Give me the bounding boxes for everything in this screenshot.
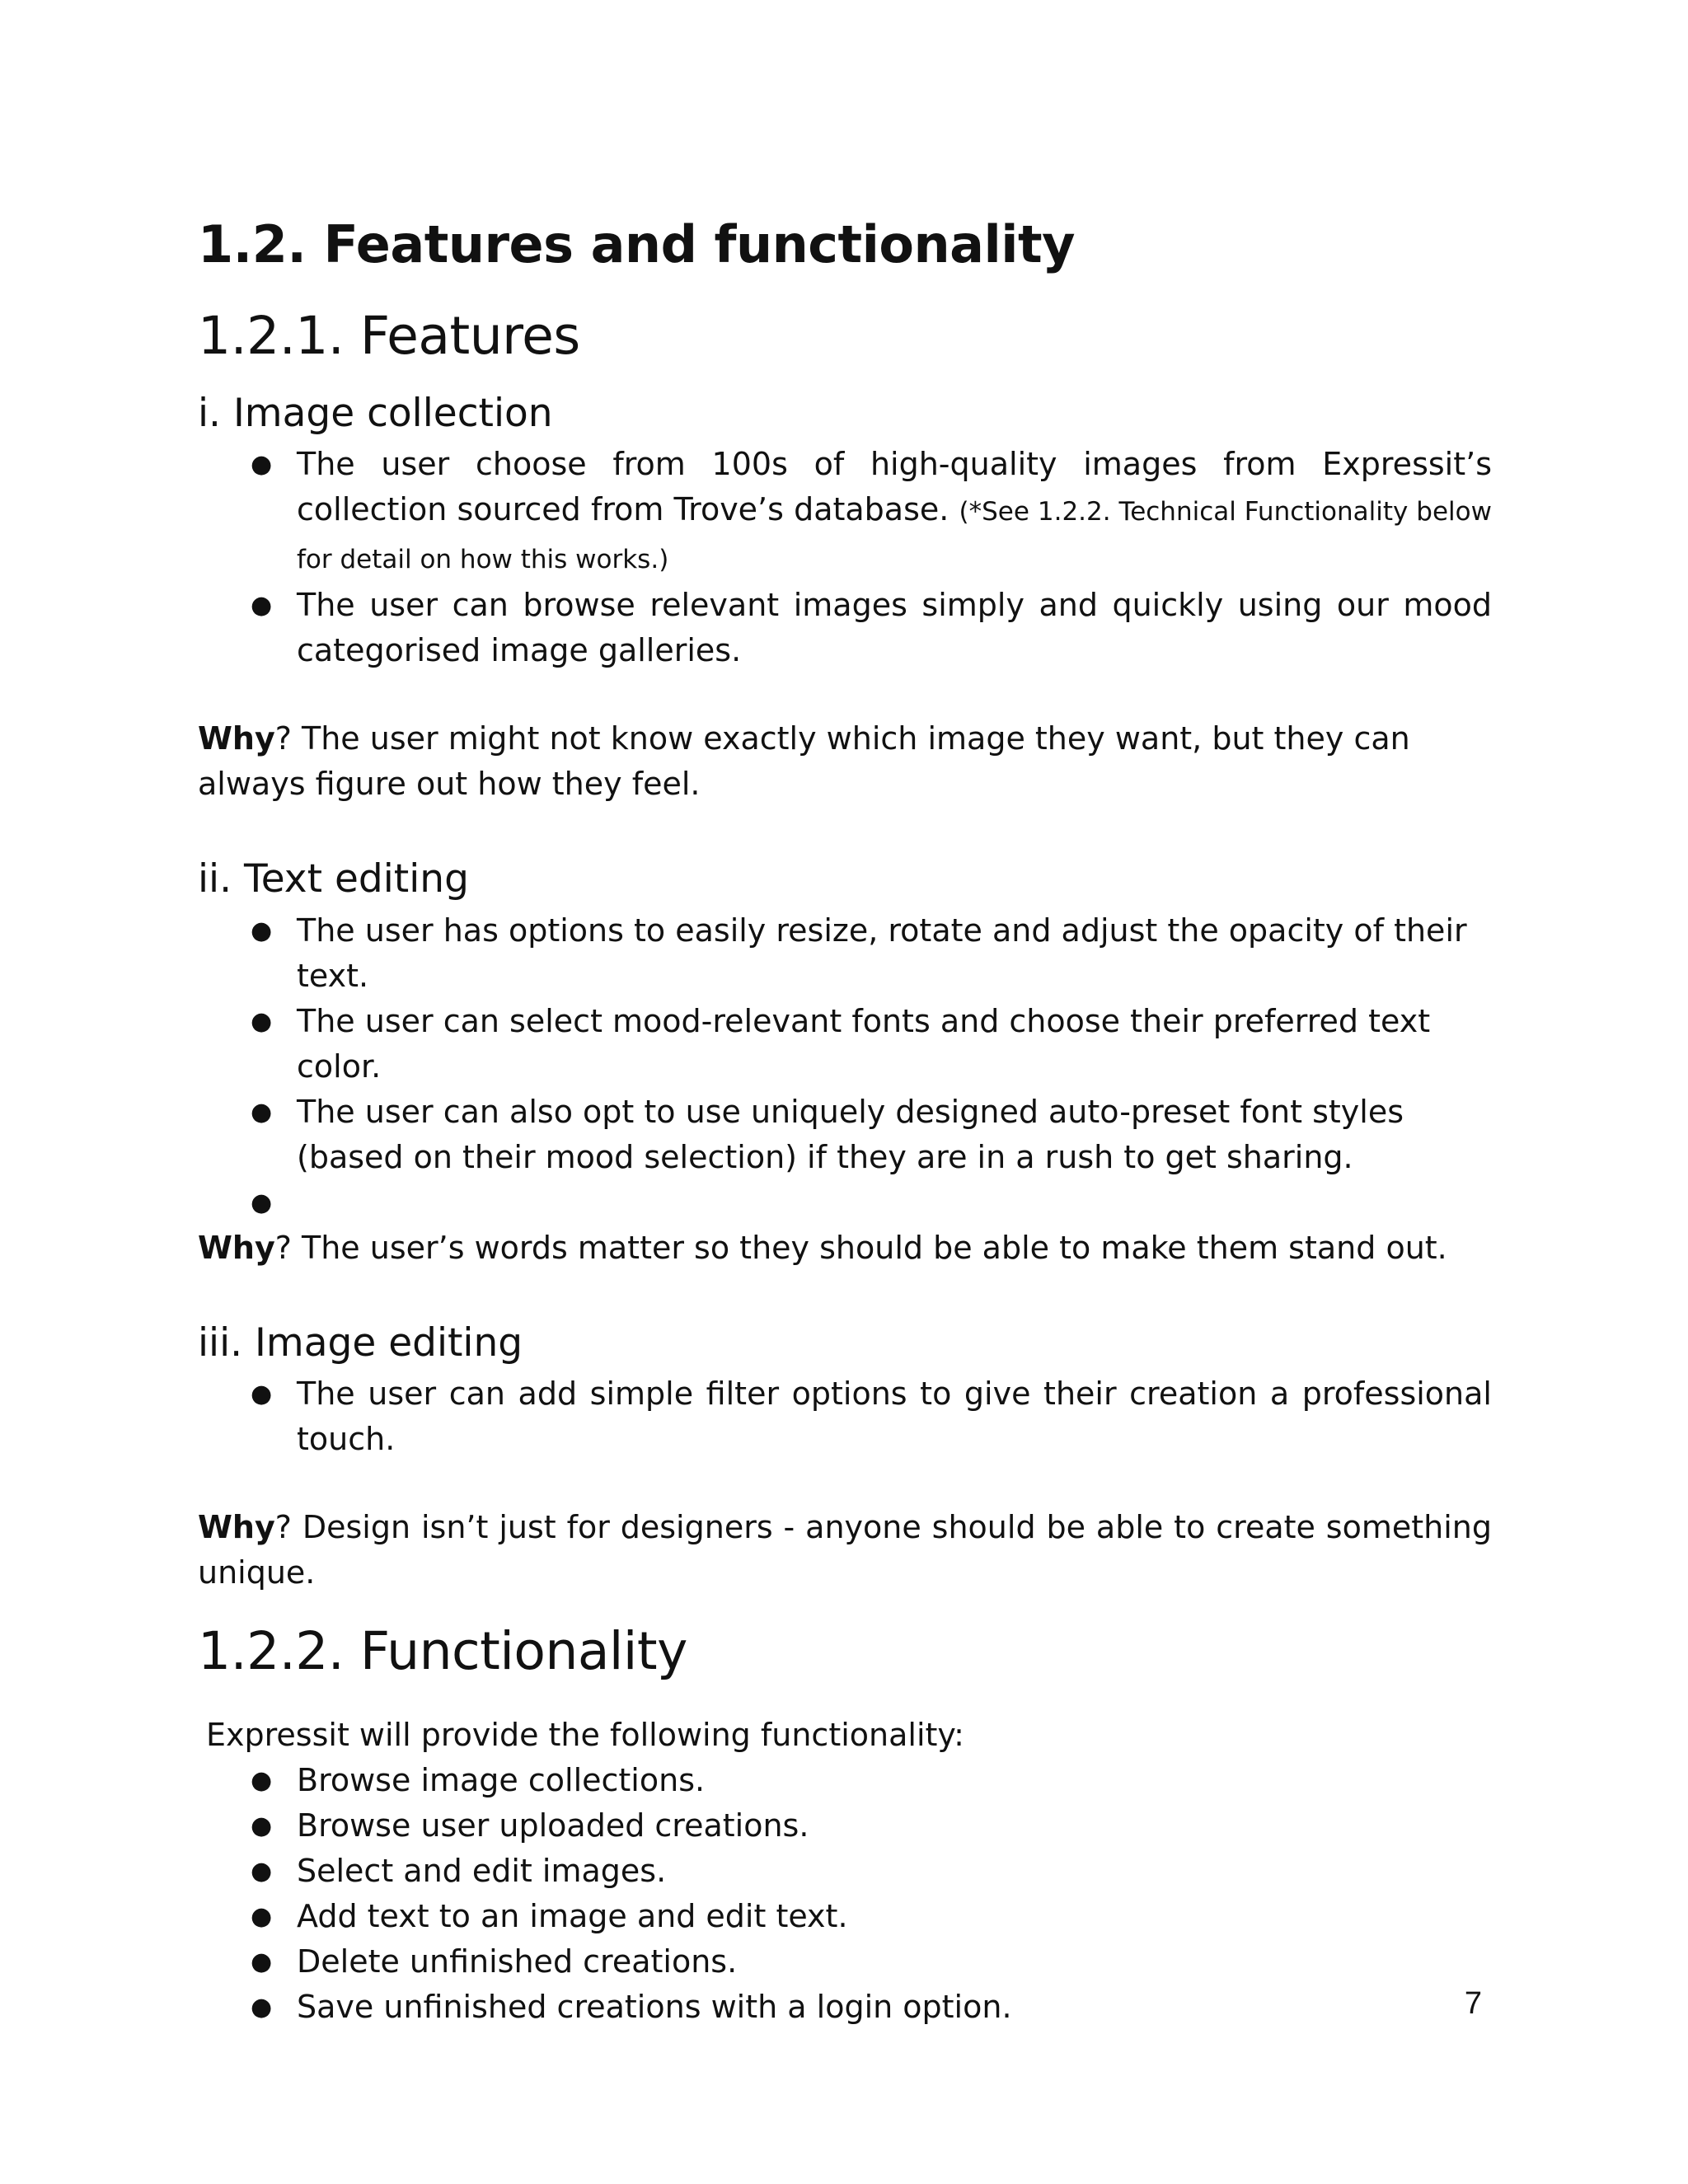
functionality-title: 1.2.2. Functionality (198, 1621, 687, 1682)
functionality-intro: Expressit will provide the following functionality: (206, 1716, 964, 1753)
list-item (198, 1939, 1492, 1985)
list-item (198, 1371, 1492, 1462)
why-label: Why (198, 1229, 275, 1266)
text-editing-heading: ii. Text editing (198, 856, 469, 902)
list-item-text: Add text to an image and edit text. (297, 1897, 848, 1934)
list-item-text: Delete unfinished creations. (297, 1943, 738, 1980)
list-item-text: The user can also opt to use uniquely designed auto-preset font styles (based on their mood selection) if they are in a rush to get sharing. (297, 1093, 1404, 1175)
image-editing-why (198, 1505, 1492, 1596)
why-label: Why (198, 720, 275, 757)
list-item (198, 583, 1492, 673)
page-number: 7 (1464, 1986, 1482, 2021)
list-item-text: Browse user uploaded creations. (297, 1807, 809, 1844)
features-title: 1.2.1. Features (198, 306, 580, 367)
list-item (198, 1803, 1492, 1849)
list-item (198, 1849, 1492, 1894)
functionality-list (198, 1758, 1492, 2030)
bullet-icon: ● (251, 1006, 273, 1036)
technical-note: (*See 1.2.2. Technical Functionality below for detail on how this works.) (297, 497, 1492, 575)
why-text: ? The user’s words matter so they should be able to make them stand out. (274, 1229, 1447, 1266)
image-editing-list (198, 1371, 1492, 1462)
bullet-icon: ● (251, 1856, 273, 1886)
bullet-icon: ● (251, 1188, 273, 1217)
list-item-text: The user can select mood-relevant fonts and choose their preferred text color. (297, 1002, 1431, 1085)
list-item-text: The user has options to easily resize, rotate and adjust the opacity of their text. (297, 912, 1467, 994)
section-title: 1.2. Features and functionality (198, 214, 1076, 274)
list-item-text: The user can add simple filter options to give their creation a professional touch. (297, 1376, 1492, 1458)
list-item-empty (198, 1180, 1492, 1226)
bullet-icon: ● (251, 1901, 273, 1931)
text-editing-why (198, 1226, 1492, 1271)
text-editing-list (198, 908, 1492, 1226)
why-label: Why (198, 1509, 275, 1546)
list-item (198, 1985, 1492, 2030)
image-collection-heading: i. Image collection (198, 390, 553, 436)
list-item-text (297, 1184, 307, 1221)
list-item-text: The user choose from 100s of high-quality images from Expressit’s collection sourced from Trove’s database. (297, 446, 1492, 528)
bullet-icon: ● (251, 1765, 273, 1795)
why-text: ? The user might not know exactly which image they want, but they can always figure out how they feel. (198, 720, 1410, 803)
list-item (198, 908, 1492, 999)
list-item (198, 1090, 1492, 1180)
list-item (198, 442, 1492, 583)
bullet-icon: ● (251, 1380, 273, 1409)
list-item-text: Select and edit images. (297, 1852, 667, 1889)
bullet-icon: ● (251, 450, 273, 480)
why-text: ? Design isn’t just for designers - anyone should be able to create something unique. (198, 1509, 1492, 1591)
list-item-text: The user can browse relevant images simply and quickly using our mood categorised image galleries. (297, 587, 1492, 669)
bullet-icon: ● (251, 1947, 273, 1976)
list-item-text: Browse image collections. (297, 1761, 706, 1798)
list-item (198, 999, 1492, 1090)
image-editing-heading: iii. Image editing (198, 1319, 523, 1366)
image-collection-why (198, 716, 1492, 807)
page-content (198, 214, 1492, 2030)
list-item (198, 1758, 1492, 1803)
bullet-icon: ● (251, 1811, 273, 1840)
list-item-text: Save unfinished creations with a login option. (297, 1988, 1012, 2025)
list-item (198, 1894, 1492, 1939)
bullet-icon: ● (251, 916, 273, 945)
bullet-icon: ● (251, 1992, 273, 2022)
bullet-icon: ● (251, 1097, 273, 1127)
bullet-icon: ● (251, 591, 273, 621)
image-collection-list (198, 442, 1492, 673)
